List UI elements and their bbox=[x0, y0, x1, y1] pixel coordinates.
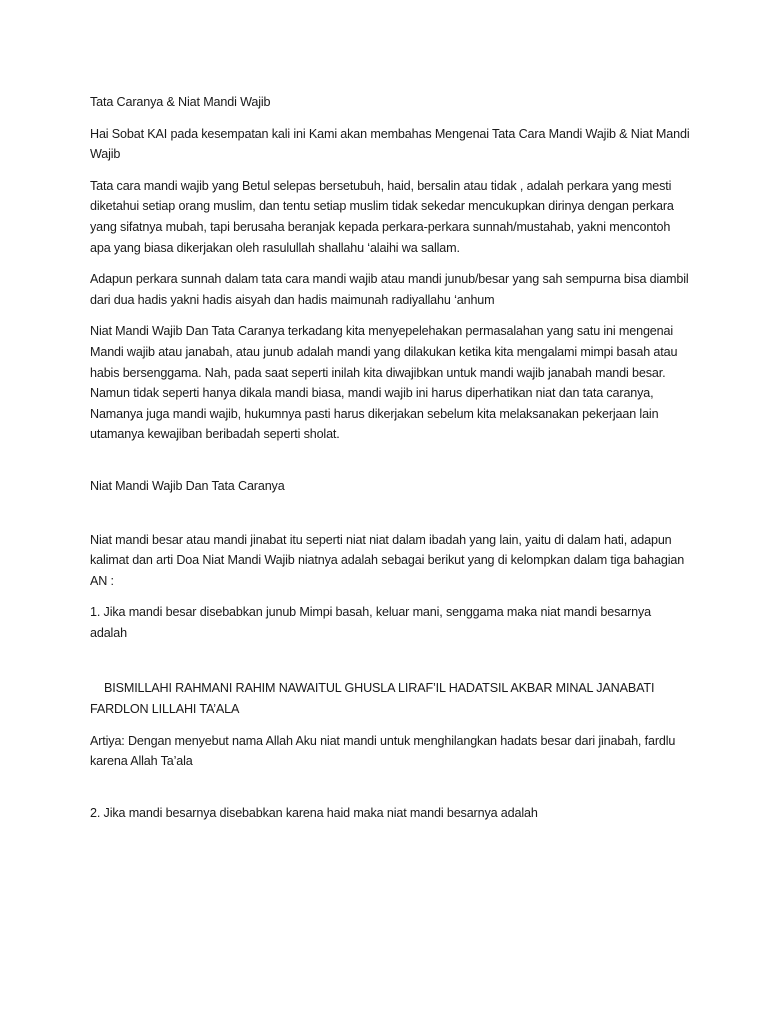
paragraph-niat-dalam-hati: Niat mandi besar atau mandi jinabat itu seperti niat niat dalam ibadah yang lain, yaitu di dalam hati, adapun kalimat dan arti Doa Niat Mandi Wajib niatnya adalah sebagai berikut yang di kelompkan dalam tiga bahagian AN : bbox=[90, 532, 685, 588]
document-body bbox=[90, 92, 690, 834]
intro-paragraph: Hai Sobat KAI pada kesempatan kali ini Kami akan membahas Mengenai Tata Cara Mandi Wajib & Niat Mandi Wajib bbox=[90, 126, 690, 162]
subheading: Niat Mandi Wajib Dan Tata Caranya bbox=[90, 478, 285, 493]
blank-line bbox=[90, 783, 690, 803]
paragraph-mandi-wajib-definition: Tata cara mandi wajib yang Betul selepas bersetubuh, haid, bersalin atau tidak , adalah perkara yang mesti diketahui setiap orang muslim, dan tentu setiap muslim tidak sekedar mencukupkan dirinya dengan perkara yang sifatnya mubah, tapi berusaha beranjak kepada perkara-perkara sunnah/mustahab, yakni mencontoh apa yang biasa dikerjakan oleh rasulullah shallahu ‘alaihi wa sallam. bbox=[90, 178, 674, 255]
blank-line bbox=[90, 456, 690, 476]
blank-line bbox=[90, 508, 690, 530]
paragraph-sunnah-hadis: Adapun perkara sunnah dalam tata cara mandi wajib atau mandi junub/besar yang sah sempurna bisa diambil dari dua hadis yakni hadis aisyah dan hadis maimunah radiyallahu ‘anhum bbox=[90, 272, 689, 307]
list-item-junub: 1. Jika mandi besar disebabkan junub Mimpi basah, keluar mani, senggama maka niat mandi besarnya adalah bbox=[90, 605, 652, 640]
document-title: Tata Caranya & Niat Mandi Wajib bbox=[90, 95, 271, 109]
list-item-haid: 2. Jika mandi besarnya disebabkan karena haid maka niat mandi besarnya adalah bbox=[90, 805, 538, 820]
artinya-junub: Artiya: Dengan menyebut nama Allah Aku niat mandi untuk menghilangkan hadats besar dari jinabah, fardlu karena Allah Ta’ala bbox=[90, 733, 676, 769]
paragraph-niat-tata-cara: Niat Mandi Wajib Dan Tata Caranya terkadang kita menyepelehakan permasalahan yang satu ini mengenai Mandi wajib atau janabah, atau junub adalah mandi yang dilakukan ketika kita mengalami mimpi basah atau habis bersenggama. Nah, pada saat seperti inilah kita diwajibkan untuk mandi wajib janabah mandi besar. Namun tidak seperti hanya dikala mandi biasa, mandi wajib ini harus diperhatikan niat dan tata caranya, Namanya juga mandi wajib, hukumnya pasti harus dikerjakan sebelum kita melaksanakan pekerjaan lain utamanya kewajiban beribadah seperti sholat. bbox=[90, 324, 678, 442]
blank-line bbox=[90, 654, 690, 678]
niat-text-junub: BISMILLAHI RAHMANI RAHIM NAWAITUL GHUSLA LIRAF’IL HADATSIL AKBAR MINAL JANABATI FARDLON LILLAHI TA’ALA bbox=[90, 681, 655, 717]
